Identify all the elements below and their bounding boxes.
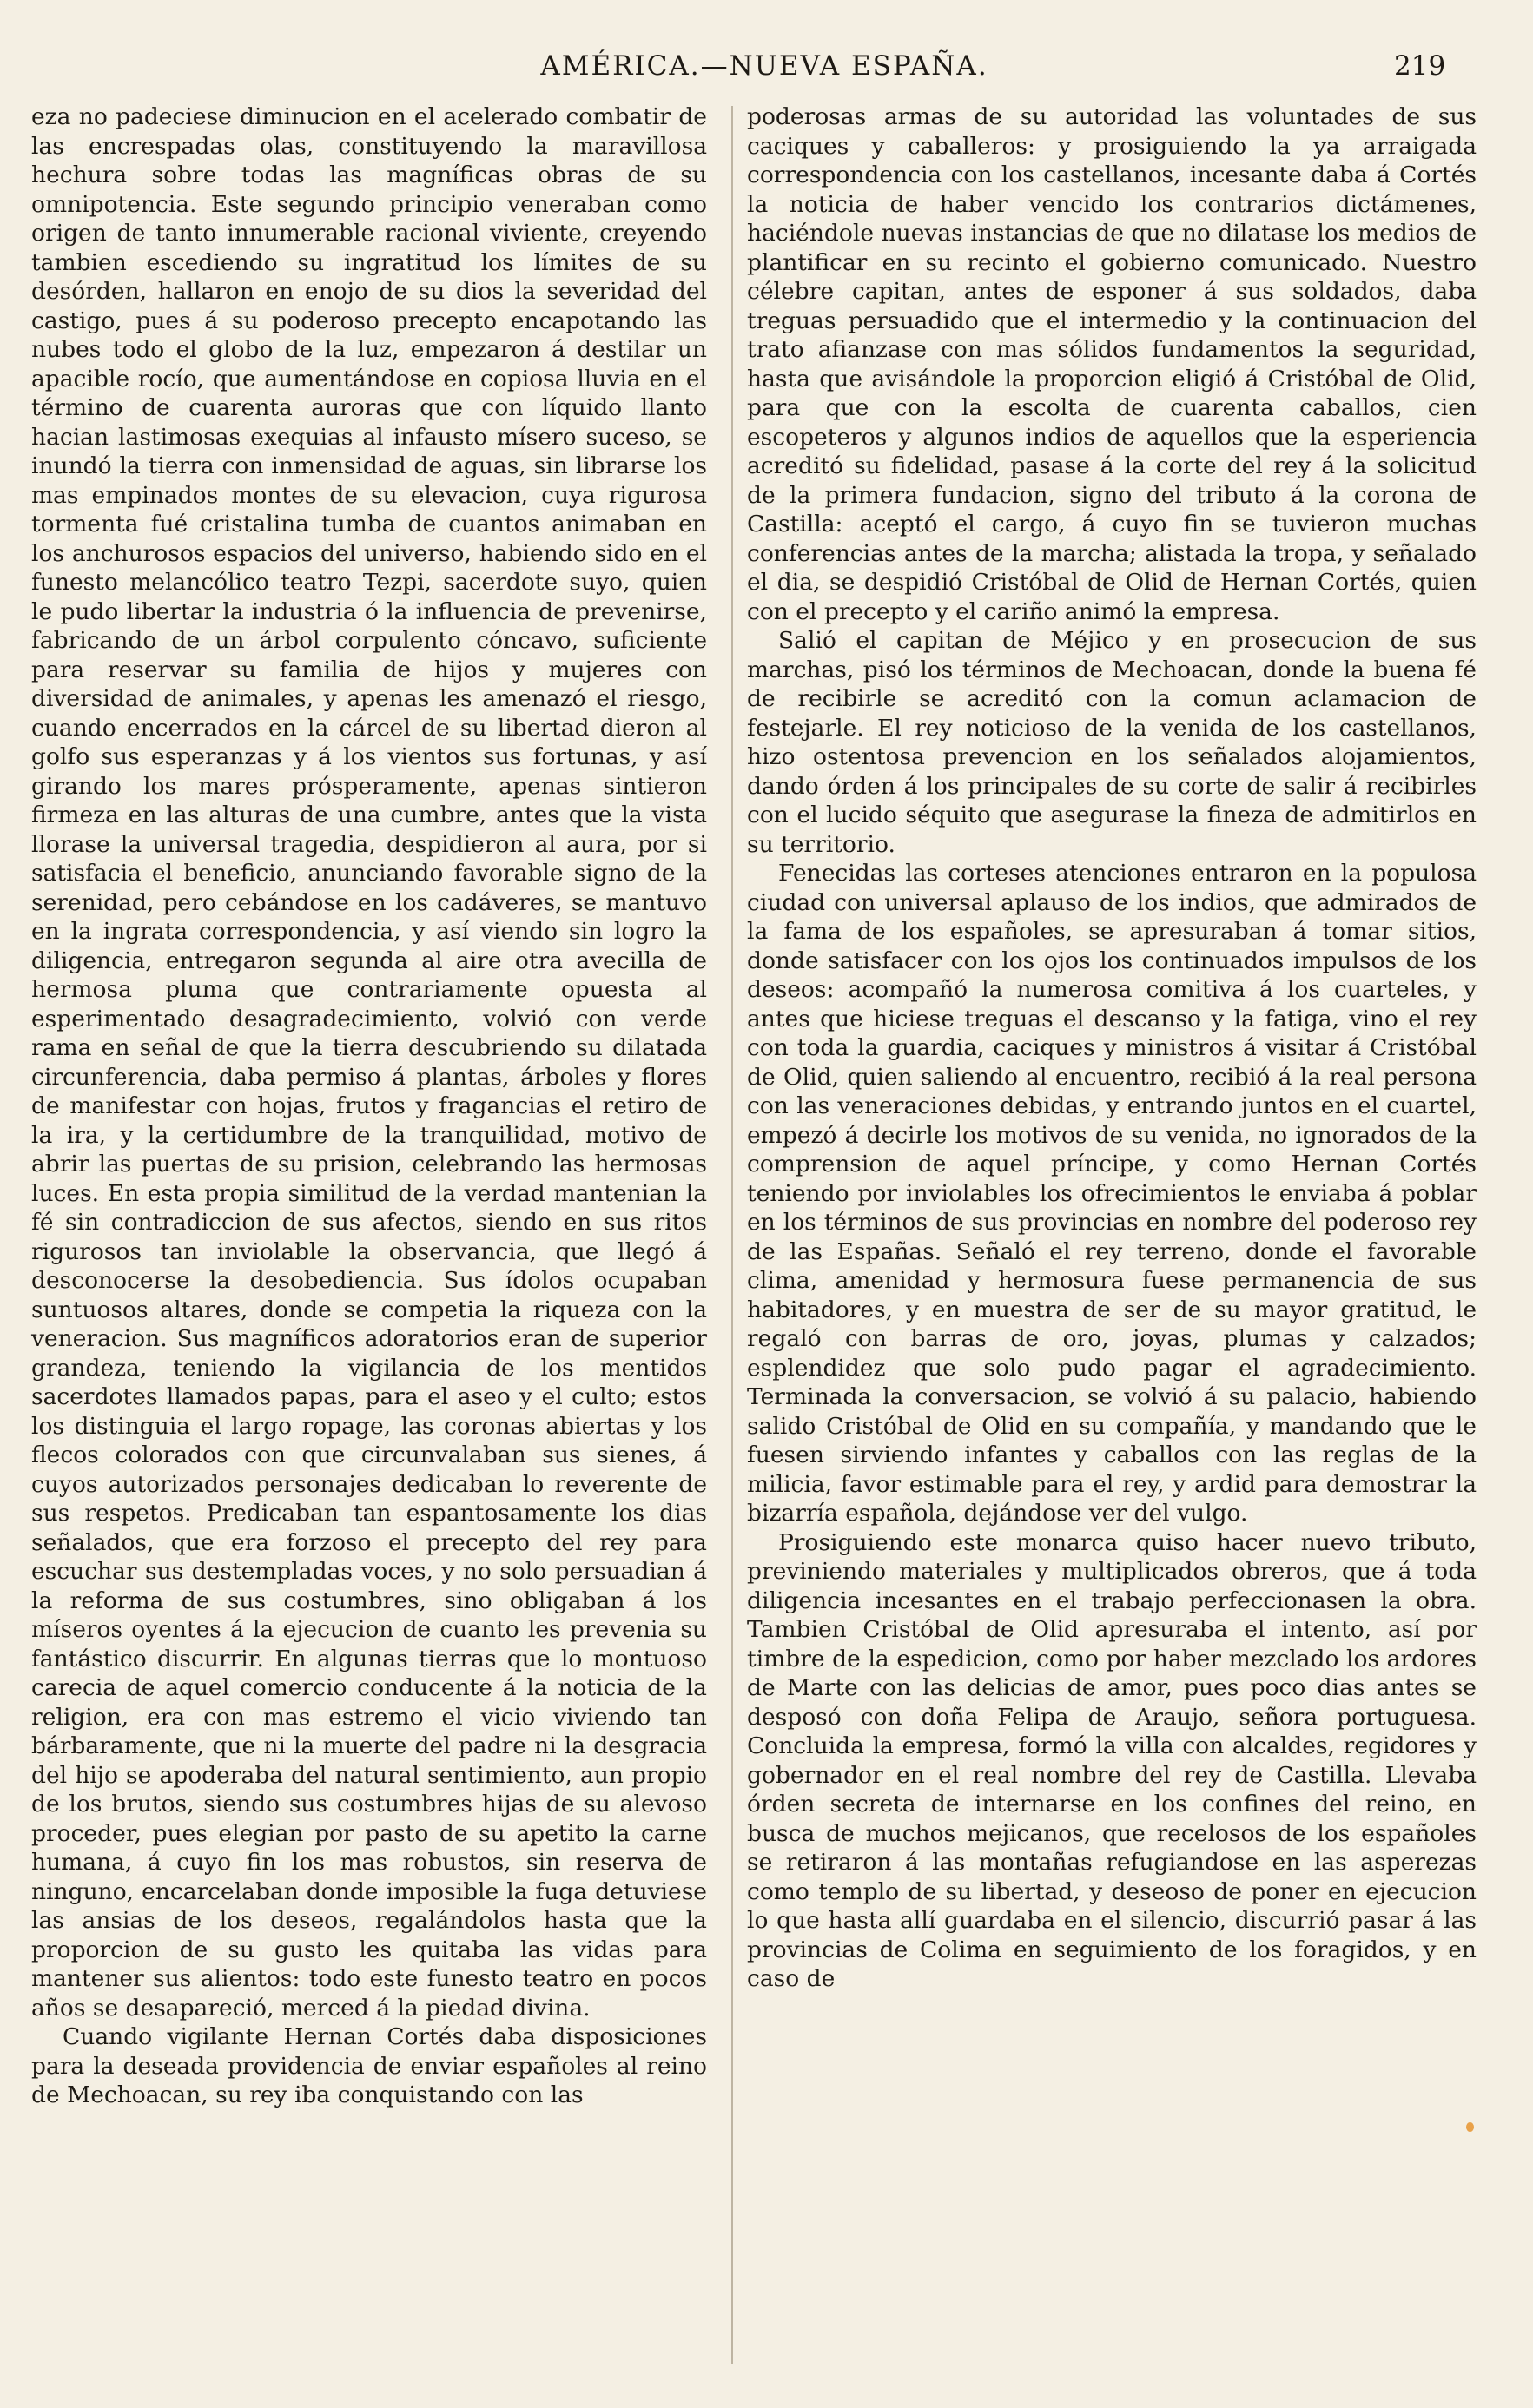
- right-column: [747, 102, 1477, 1994]
- paragraph: Fenecidas las corteses atenciones entraron en la populosa ciudad con universal aplauso de los indios, que admirados de la fama de los españoles, se apresuraban á tomar sitios, donde satisfacer con los ojos los continuados impulsos de los deseos: acompañó la numerosa comitiva á los cuarteles, y antes que hiciese treguas el descanso y la fatiga, vino el rey con toda la guardia, caciques y ministros á visitar á Cristóbal de Olid, quien saliendo al encuentro, recibió á la real persona con las veneraciones debidas, y entrando juntos en el cuartel, empezó á decirle los motivos de su venida, no ignorados de la comprension de aquel príncipe, y como Hernan Cortés teniendo por inviolables los ofrecimientos le enviaba á poblar en los términos de sus provincias en nombre del poderoso rey de las Españas. Señaló el rey terreno, donde el favorable clima, amenidad y hermosura fuese permanencia de sus habitadores, y en muestra de ser de su mayor gratitud, le regaló con barras de oro, joyas, plumas y calzados; esplendidez que solo pudo pagar el agradecimiento. Terminada la conversacion, se volvió á su palacio, habiendo salido Cristóbal de Olid en su compañía, y mandando que le fuesen sirviendo infantes y caballos con las reglas de la milicia, favor estimable para el rey, y ardid para demostrar la bizarría española, dejándose ver del vulgo.: [747, 860, 1477, 1527]
- paragraph: Salió el capitan de Méjico y en prosecucion de sus marchas, pisó los términos de Mechoacan, donde la buena fé de recibirle se acreditó con la comun aclamacion de festejarle. El rey noticioso de la venida de los castellanos, hizo ostentosa prevencion en los señalados alojamientos, dando órden á los principales de su corte de salir á recibirles con el lucido séquito que asegurase la fineza de admitirlos en su territorio.: [747, 627, 1477, 858]
- paragraph: Cuando vigilante Hernan Cortés daba disposiciones para la deseada providencia de enviar españoles al reino de Mechoacan, su rey iba conquistando con las: [31, 2023, 707, 2108]
- page-header: [0, 50, 1533, 102]
- paragraph: Prosiguiendo este monarca quiso hacer nuevo tributo, previniendo materiales y multiplicados obreros, que á toda diligencia incesantes en el trabajo perfeccionasen la obra. Tambien Cristóbal de Olid apresuraba el intento, así por timbre de la espedicion, como por haber mezclado los ardores de Marte con las delicias de amor, pues poco dias antes se desposó con doña Felipa de Araujo, señora portuguesa. Concluida la empresa, formó la villa con alcaldes, regidores y gobernador en el real nombre del rey de Castilla. Llevaba órden secreta de internarse en los confines del reino, en busca de muchos mejicanos, que recelosos de los españoles se retiraron á las montañas refugiandose en las asperezas como templo de su libertad, y deseoso de poner en ejecucion lo que hasta allí guardaba en el silencio, discurrió pasar á las provincias de Colima en seguimiento de los foragidos, y en caso de: [747, 1528, 1477, 1992]
- left-column: [31, 102, 707, 2110]
- paragraph: poderosas armas de su autoridad las voluntades de sus caciques y caballeros: y prosiguiendo la ya arraigada correspondencia con los castellanos, incesante daba á Cortés la noticia de haber vencido los contrarios dictámenes, haciéndole nuevas instancias de que no dilatase los medios de plantificar en su recinto el gobierno comunicado. Nuestro célebre capitan, antes de esponer á sus soldados, daba treguas persuadido que el intermedio y la continuacion del trato afianzase con mas sólidos fundamentos la seguridad, hasta que avisándole la proporcion eligió á Cristóbal de Olid, para que con la escolta de cuarenta caballos, cien escopeteros y algunos indios de aquellos que la esperiencia acreditó su fidelidad, pasase á la corte del rey á la solicitud de la primera fundacion, signo del tributo á la corona de Castilla: aceptó el cargo, á cuyo fin se tuvieron muchas conferencias antes de la marcha; alistada la tropa, y señalado el dia, se despidió Cristóbal de Olid de Hernan Cortés, quien con el precepto y el cariño animó la empresa.: [747, 103, 1477, 625]
- column-divider: [731, 106, 733, 2364]
- ink-speck: [1466, 2122, 1474, 2132]
- running-title: AMÉRICA.—NUEVA ESPAÑA.: [540, 50, 988, 82]
- paragraph: eza no padeciese diminucion en el acelerado combatir de las encrespadas olas, constituyendo la maravillosa hechura sobre todas las magníficas obras de su omnipotencia. Este segundo principio veneraban como origen de tanto innumerable racional viviente, creyendo tambien escediendo su ingratitud los límites de su desórden, hallaron en enojo de su dios la severidad del castigo, pues á su poderoso precepto encapotando las nubes todo el globo de la luz, empezaron á destilar un apacible rocío, que aumentándose en copiosa lluvia en el término de cuarenta auroras que con líquido llanto hacian lastimosas exequias al infausto mísero suceso, se inundó la tierra con inmensidad de aguas, sin librarse los mas empinados montes de su elevacion, cuya rigurosa tormenta fué cristalina tumba de cuantos animaban en los anchurosos espacios del universo, habiendo sido en el funesto melancólico teatro Tezpi, sacerdote suyo, quien le pudo libertar la industria ó la influencia de prevenirse, fabricando de un árbol corpulento cóncavo, suficiente para reservar su familia de hijos y mujeres con diversidad de animales, y apenas les amenazó el riesgo, cuando encerrados en la cárcel de su libertad dieron al golfo sus esperanzas y á los vientos sus fortunas, y así girando los mares prósperamente, apenas sintieron firmeza en las alturas de una cumbre, antes que la vista llorase la universal tragedia, despidieron al aura, por si satisfacia el beneficio, anunciando favorable signo de la serenidad, pero cebándose en los cadáveres, se mantuvo en la ingrata correspondencia, y así viendo sin logro la diligencia, entregaron segunda al aire otra avecilla de hermosa pluma que contrariamente opuesta al esperimentado desagradecimiento, volvió con verde rama en señal de que la tierra descubriendo su dilatada circunferencia, daba permiso á plantas, árboles y flores de manifestar con hojas, frutos y fragancias el retiro de la ira, y la certidumbre de la tranquilidad, motivo de abrir las puertas de su prision, celebrando las hermosas luces. En esta propia similitud de la verdad mantenian la fé sin contradiccion de sus afectos, siendo en sus ritos rigurosos tan inviolable la observancia, que llegó á desconocerse la desobediencia. Sus ídolos ocupaban suntuosos altares, donde se competia la riqueza con la veneracion. Sus magníficos adoratorios eran de superior grandeza, teniendo la vigilancia de los mentidos sacerdotes llamados papas, para el aseo y el culto; estos los distinguia el largo ropage, las coronas abiertas y los flecos colorados con que circunvalaban sus sienes, á cuyos autorizados personajes dedicaban lo reverente de sus respetos. Predicaban tan espantosamente los dias señalados, que era forzoso el precepto del rey para escuchar sus destempladas voces, y no solo persuadian á la reforma de sus costumbres, sino obligaban á los míseros oyentes á la ejecucion de cuanto les prevenia su fantástico discurrir. En algunas tierras que lo montuoso carecia de aquel comercio conducente á la noticia de la religion, era con mas estremo el vicio viviendo tan bárbaramente, que ni la muerte del padre ni la desgracia del hijo se apoderaba del natural sentimiento, aun propio de los brutos, siendo sus costumbres hijas de su alevoso proceder, pues elegian por pasto de su apetito la carne humana, á cuyo fin los mas robustos, sin reserva de ninguno, encarcelaban donde imposible la fuga detuviese las ansias de los deseos, regalándolos hasta que la proporcion de su gusto les quitaba las vidas para mantener sus alientos: todo este funesto teatro en pocos años se desapareció, merced á la piedad divina.: [31, 103, 707, 2022]
- page-number: 219: [1394, 50, 1446, 82]
